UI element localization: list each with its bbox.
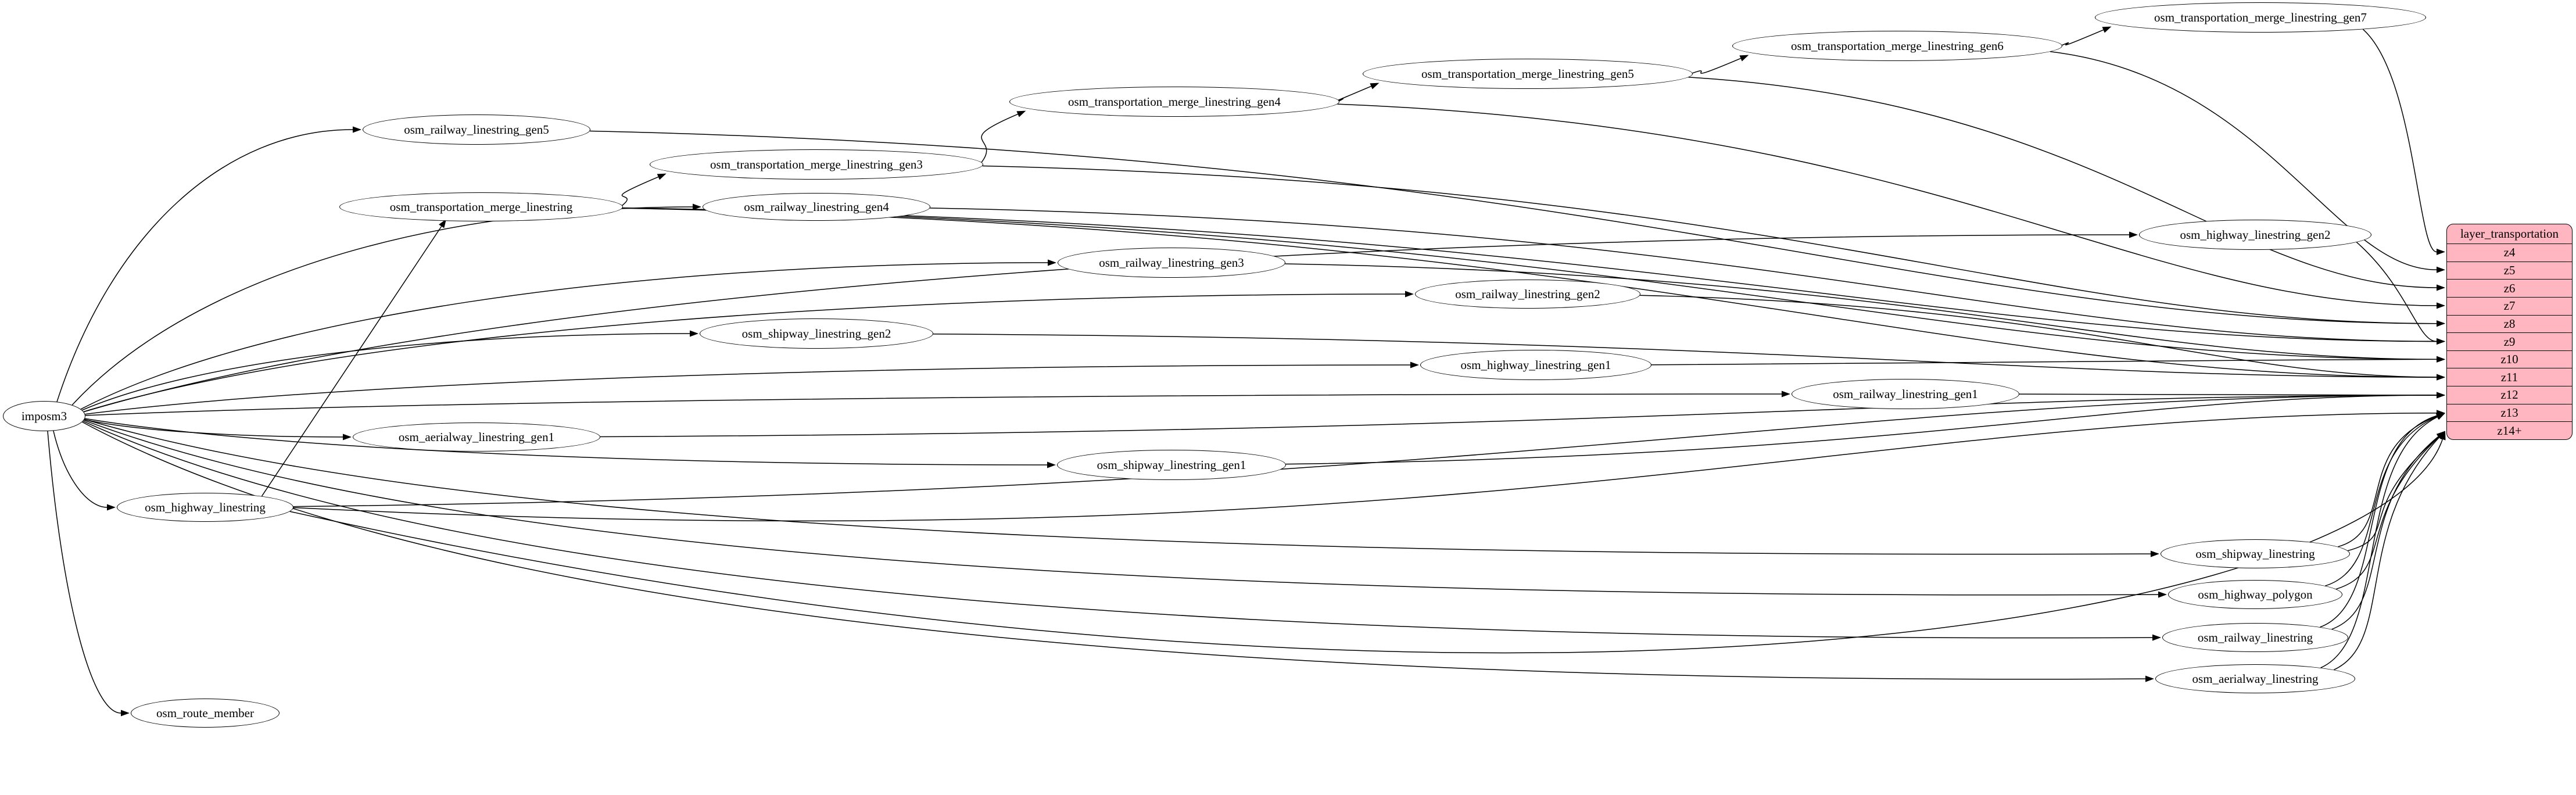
record-row-z6: z6 (2447, 279, 2572, 297)
record-row-z7: z7 (2447, 297, 2572, 315)
node-osm-highway-linestring-gen1: osm_highway_linestring_gen1 (1420, 350, 1651, 380)
node-osm-transportation-merge-linestring-gen7: osm_transportation_merge_linestring_gen7 (2095, 2, 2426, 33)
arrowhead-icon (2151, 551, 2159, 557)
arrowhead-icon (121, 710, 130, 717)
record-row-z13: z13 (2447, 404, 2572, 422)
record-row-z12: z12 (2447, 386, 2572, 404)
arrowhead-icon (2437, 374, 2445, 381)
node-osm-transportation-merge-linestring-gen6: osm_transportation_merge_linestring_gen6 (1732, 31, 2062, 61)
edge-osm_highway_linestring-to-z13 (293, 413, 2437, 521)
node-osm-highway-linestring-gen2: osm_highway_linestring_gen2 (2139, 220, 2371, 250)
node-osm-highway-linestring: osm_highway_linestring (117, 493, 293, 522)
node-osm-railway-linestring-gen4: osm_railway_linestring_gen4 (703, 193, 930, 221)
arrowhead-icon (1047, 462, 1056, 468)
edge-imposm3-to-osm_railway_linestring_gen4 (72, 207, 693, 405)
arrowhead-icon (1410, 362, 1419, 368)
arrowhead-icon (1405, 291, 1414, 298)
node-osm-transportation-merge-linestring-gen4: osm_transportation_merge_linestring_gen4 (1009, 87, 1339, 117)
record-row-z5: z5 (2447, 262, 2572, 280)
edge-osm_transportation_merge_linestring_gen5-to-z6 (1689, 77, 2437, 288)
edge-osm_shipway_linestring-to-z13 (2338, 416, 2437, 547)
arrowhead-icon (2129, 232, 2138, 238)
node-osm-railway-linestring-gen3: osm_railway_linestring_gen3 (1058, 248, 1285, 278)
arrowhead-icon (2152, 635, 2161, 641)
record-row-z10: z10 (2447, 350, 2572, 368)
edge-osm_transportation_merge_linestring_gen5-to-osm_transportation_merge_linestring_gen6 (1693, 58, 1741, 73)
edge-osm_shipway_linestring_gen2-to-z11 (933, 334, 2437, 377)
node-osm-railway-linestring: osm_railway_linestring (2162, 623, 2348, 652)
record-row-z11: z11 (2447, 368, 2572, 386)
record-row-z14: z14+ (2447, 421, 2572, 439)
arrowhead-icon (690, 331, 698, 337)
arrowhead-icon (2145, 676, 2154, 682)
edge-imposm3-to-osm_railway_linestring_gen2 (84, 294, 1405, 412)
arrowhead-icon (2158, 592, 2167, 598)
arrowhead-icon (1739, 55, 1749, 62)
record-title: layer_transportation (2460, 227, 2559, 241)
edge-osm_highway_linestring-to-osm_transportation_merge_linestring (262, 227, 442, 496)
edge-osm_transportation_merge_linestring_gen4-to-osm_transportation_merge_linestring_gen5 (1336, 86, 1371, 101)
edge-osm_highway_linestring-to-z14+ (290, 439, 2442, 653)
edge-osm_railway_linestring_gen2-to-z11 (1640, 295, 2437, 377)
edge-imposm3-to-osm_railway_linestring_gen1 (85, 394, 1782, 416)
edge-imposm3-to-osm_route_member (48, 431, 121, 713)
arrowhead-icon (1782, 391, 1790, 398)
edge-osm_transportation_merge_linestring_gen6-to-osm_transportation_merge_linestring_gen7 (2062, 30, 2104, 45)
node-osm-railway-linestring-gen1: osm_railway_linestring_gen1 (1792, 379, 2019, 409)
arrowhead-icon (2437, 267, 2445, 273)
arrowhead-icon (657, 174, 667, 180)
edge-osm_transportation_merge_linestring-to-osm_transportation_merge_linestring_gen3 (622, 177, 658, 205)
layer-transportation-record (2446, 224, 2573, 440)
arrowhead-icon (1370, 83, 1379, 89)
node-osm-route-member: osm_route_member (131, 699, 280, 728)
arrowhead-icon (1048, 260, 1056, 266)
edge-osm_transportation_merge_linestring_gen3-to-osm_transportation_merge_linestring_gen4 (981, 114, 1018, 162)
edge-osm_transportation_merge_linestring_gen4-to-z7 (1337, 104, 2437, 306)
node-osm-aerialway-linestring: osm_aerialway_linestring (2155, 664, 2355, 693)
arrowhead-icon (343, 434, 352, 441)
node-imposm3: imposm3 (3, 401, 85, 431)
edge-osm_railway_linestring_gen3-to-z10 (1285, 264, 2437, 359)
edge-osm_highway_polygon-to-z13 (2326, 417, 2438, 586)
arrowhead-icon (2102, 27, 2112, 33)
node-osm-shipway-linestring-gen2: osm_shipway_linestring_gen2 (700, 318, 933, 349)
edge-imposm3-to-osm_highway_linestring (53, 431, 107, 507)
record-row-z9: z9 (2447, 332, 2572, 350)
node-osm-railway-linestring-gen2: osm_railway_linestring_gen2 (1415, 280, 1640, 309)
arrowhead-icon (2437, 338, 2445, 345)
edge-imposm3-to-osm_highway_linestring_gen1 (85, 365, 1410, 414)
node-osm-aerialway-linestring-gen1: osm_aerialway_linestring_gen1 (353, 422, 600, 452)
node-osm-transportation-merge-linestring-gen5: osm_transportation_merge_linestring_gen5 (1363, 59, 1693, 89)
record-row-z8: z8 (2447, 315, 2572, 333)
edge-osm_aerialway_linestring_gen1-to-z12 (600, 395, 2437, 437)
arrowhead-icon (2437, 285, 2445, 291)
node-osm-transportation-merge-linestring: osm_transportation_merge_linestring (339, 192, 623, 221)
node-osm-shipway-linestring-gen1: osm_shipway_linestring_gen1 (1057, 450, 1286, 480)
arrowhead-icon (107, 504, 116, 511)
arrowhead-icon (2437, 249, 2445, 255)
arrowhead-icon (2437, 302, 2445, 309)
edge-imposm3-to-osm_railway_linestring_gen5 (57, 130, 353, 402)
edge-osm_highway_linestring_gen2-to-z9 (2356, 242, 2437, 342)
edge-osm_transportation_merge_linestring_gen7-to-z4 (2363, 29, 2437, 252)
arrowhead-icon (2437, 356, 2445, 363)
node-osm-transportation-merge-linestring-gen3: osm_transportation_merge_linestring_gen3 (650, 149, 983, 180)
node-osm-shipway-linestring: osm_shipway_linestring (2161, 539, 2350, 568)
edge-osm_highway_linestring_gen1-to-z10 (1651, 359, 2437, 365)
node-osm-highway-polygon: osm_highway_polygon (2168, 580, 2342, 609)
node-osm-railway-linestring-gen5: osm_railway_linestring_gen5 (363, 114, 590, 145)
arrowhead-icon (2437, 320, 2445, 327)
arrowhead-icon (1016, 111, 1026, 117)
arrowhead-icon (353, 127, 361, 133)
edge-osm_highway_linestring-to-z12 (293, 395, 2437, 507)
arrowhead-icon (2437, 392, 2445, 399)
record-row-z4: z4 (2447, 243, 2572, 262)
